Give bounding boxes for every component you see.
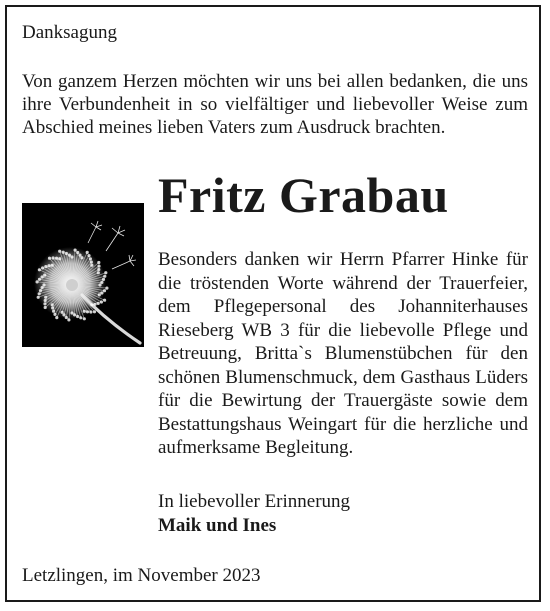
dandelion-icon bbox=[22, 203, 144, 347]
memory-line: In liebevoller Erinnerung bbox=[158, 491, 351, 512]
deceased-name: Fritz Grabau bbox=[158, 167, 449, 223]
notice-heading: Danksagung bbox=[22, 22, 117, 43]
dandelion-image bbox=[22, 203, 144, 347]
intro-text: Von ganzem Herzen möchten wir uns bei allen bedanken, die uns ihre Verbundenheit in so vielfältiger und liebevoller Weise zum Abschied meines lieben Vaters zum Ausdruck brachten. bbox=[22, 71, 528, 138]
thanks-text: Besonders danken wir Herrn Pfarrer Hinke für die tröstenden Worte während der Trauerfeier, dem Pflegepersonal des Johanniterhauses Rieseberg WB 3 für die liebevolle Pflege und Betreuung, Britta`s Blumenstübchen für den schönen Blumenschmuck, dem Gasthaus Lüders für die Bewirtung der Trauergäste sowie dem Bestattungshaus Weingart für die herzliche und aufmerksame Begleitung. bbox=[158, 249, 528, 458]
place-date: Letzlingen, im November 2023 bbox=[22, 565, 261, 586]
signature: Maik und Ines bbox=[158, 515, 277, 536]
